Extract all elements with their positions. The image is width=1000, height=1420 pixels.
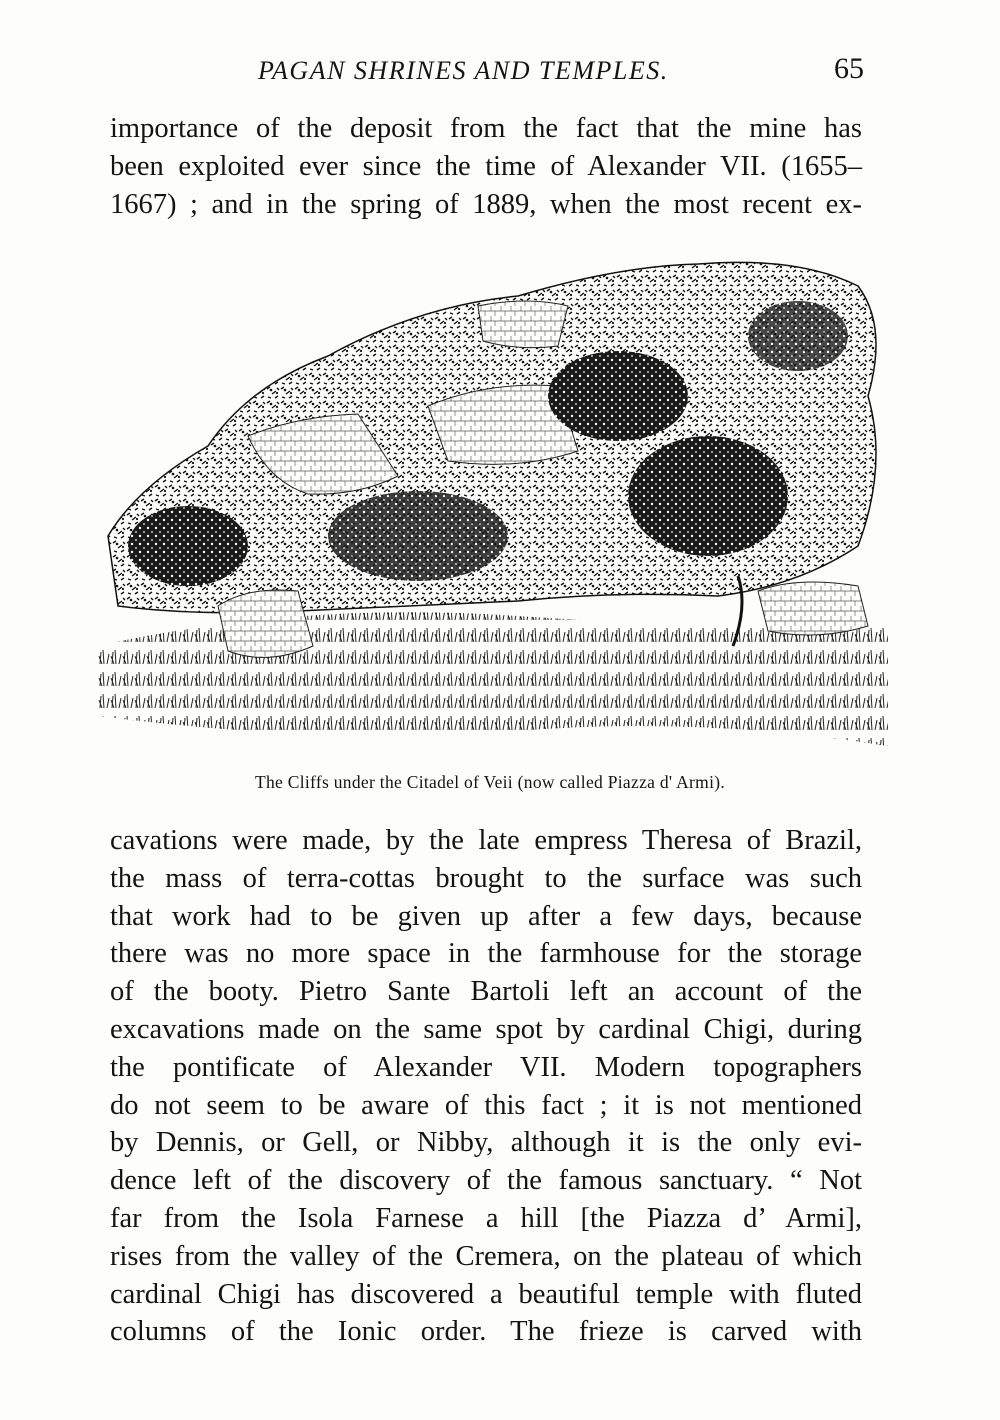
paragraph-top — [110, 110, 862, 223]
text-line: do not seem to be aware of this fact ; it is not mentioned — [110, 1089, 862, 1121]
meadow-grass — [98, 612, 888, 746]
text-line: rises from the valley of the Cremera, on the plateau of which — [110, 1240, 862, 1272]
text-line: cavations were made, by the late empress Theresa of Brazil, — [110, 825, 862, 856]
text-line: been exploited ever since the time of Alexander VII. (1655– — [110, 150, 862, 182]
text-line: the mass of terra-cottas brought to the surface was such — [110, 862, 862, 894]
cliff-rock — [478, 301, 568, 348]
boulder — [218, 590, 313, 657]
text-line: importance of the deposit from the fact that the mine has — [110, 113, 862, 144]
text-line: far from the Isola Farnese a hill [the Piazza d’ Armi], — [110, 1202, 862, 1234]
dark-thicket — [748, 301, 848, 371]
text-line: of the booty. Pietro Sante Bartoli left an account of the — [110, 976, 862, 1008]
running-title: PAGAN SHRINES AND TEMPLES. — [258, 56, 669, 85]
text-line: excavations made on the same spot by cardinal Chigi, during — [110, 1013, 862, 1045]
dark-thicket — [628, 436, 788, 556]
paragraph-main — [110, 822, 862, 1351]
cliffs-engraving — [98, 246, 888, 756]
page-number: 65 — [834, 52, 864, 85]
dark-thicket — [128, 506, 248, 586]
text-line: 1667) ; and in the spring of 1889, when the most recent ex- — [110, 188, 862, 220]
text-line: that work had to be given up after a few days, because — [110, 900, 862, 932]
boulder — [758, 582, 868, 635]
text-line: columns of the Ionic order. The frieze is carved with — [110, 1316, 862, 1348]
text-line: dence left of the discovery of the famous sanctuary. “ Not — [110, 1165, 862, 1197]
page-header — [108, 52, 864, 92]
text-line: by Dennis, or Gell, or Nibby, although it is the only evi- — [110, 1127, 862, 1159]
figure-caption: The Cliffs under the Citadel of Veii (now called Piazza d' Armi). — [254, 772, 726, 792]
dark-thicket — [548, 351, 688, 441]
text-line: cardinal Chigi has discovered a beautiful temple with fluted — [110, 1278, 862, 1310]
text-line: there was no more space in the farmhouse for the storage — [110, 938, 862, 970]
engraving-illustration — [98, 246, 888, 756]
text-line: the pontificate of Alexander VII. Modern topographers — [110, 1051, 862, 1083]
dark-thicket — [328, 491, 508, 581]
